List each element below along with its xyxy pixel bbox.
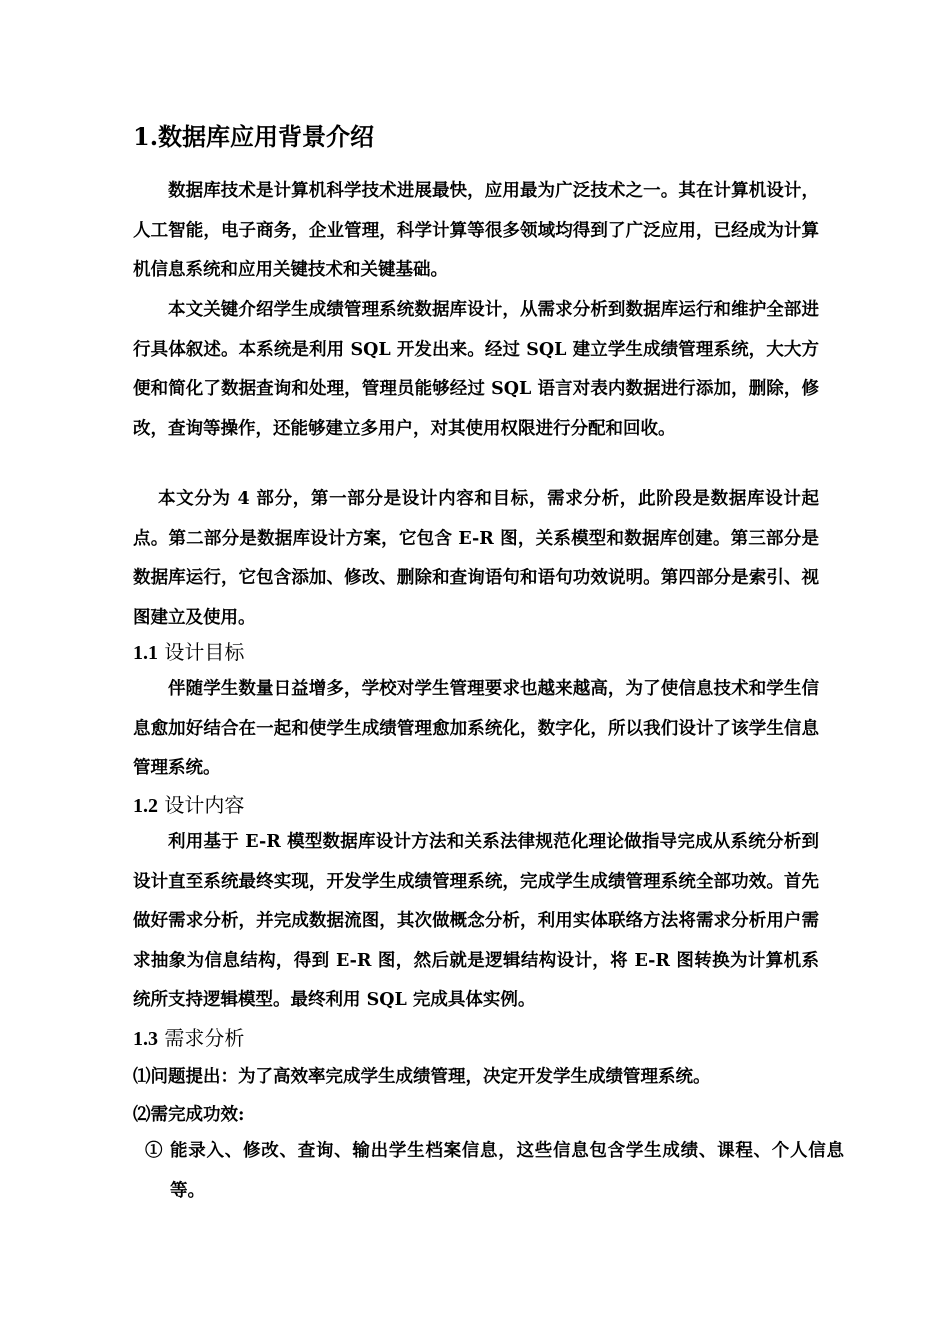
paragraph-1-2: 利用基于 E-R 模型数据库设计方法和关系法律规范化理论做指导完成从系统分析到设计直至系统最终实现，开发学生成绩管理系统，完成学生成绩管理系统全部功效。首先做好需求分析，并完成数据流图，其次做概念分析，利用实体联络方法将需求分析用户需求抽象为信息结构，得到 E-R 图，然后就是逻辑结构设计，将 E-R 图转换为计算机系统所支持逻辑模型。最终利用 SQL 完成具体实例。 xyxy=(133,832,819,1010)
intro-paragraph-1: 数据库技术是计算机科学技术进展最快，应用最为广泛技术之一。其在计算机设计，人工智能，电子商务，企业管理，科学计算等很多领域均得到了广泛应用，已经成为计算机信息系统和应用关键技术和关键基础。 xyxy=(133,181,819,280)
heading-1-3-text: 需求分析 xyxy=(158,1026,245,1050)
paragraph-1-1: 伴随学生数量日益增多，学校对学生管理要求也越来越高，为了使信息技术和学生信息愈加好结合在一起和使学生成绩管理愈加系统化，数字化，所以我们设计了该学生信息管理系统。 xyxy=(133,679,819,778)
list-item-2: ⑵需完成功效: xyxy=(133,1105,245,1125)
heading-1-2-text: 设计内容 xyxy=(158,793,245,817)
section-title: 1.数据库应用背景介绍 xyxy=(133,122,375,151)
heading-1-1-text: 设计目标 xyxy=(158,640,245,664)
heading-1-3-number: 1.3 xyxy=(133,1028,158,1050)
heading-1-1 xyxy=(133,636,244,669)
heading-1-3 xyxy=(133,1022,244,1055)
heading-1-1-number: 1.1 xyxy=(133,642,158,664)
list-item-1: ⑴问题提出：为了高效率完成学生成绩管理，决定开发学生成绩管理系统。 xyxy=(133,1067,711,1087)
intro-paragraph-2: 本文关键介绍学生成绩管理系统数据库设计，从需求分析到数据库运行和维护全部进行具体叙述。本系统是利用 SQL 开发出来。经过 SQL 建立学生成绩管理系统，大大方便和简化了数据查询和处理，管理员能够经过 SQL 语言对表内数据进行添加，删除，修改，查询等操作，还能够建立多用户，对其使用权限进行分配和回收。 xyxy=(133,300,819,439)
sub-list-item-1: ① 能录入、修改、查询、输出学生档案信息，这些信息包含学生成绩、课程、个人信息等。 xyxy=(145,1141,844,1201)
heading-1-2 xyxy=(133,789,244,822)
intro-paragraph-3: 本文分为 4 部分，第一部分是设计内容和目标，需求分析，此阶段是数据库设计起点。第二部分是数据库设计方案，它包含 E-R 图，关系模型和数据库创建。第三部分是数据库运行，它包含添加、修改、删除和查询语句和语句功效说明。第四部分是索引、视图建立及使用。 xyxy=(133,489,819,628)
heading-1-2-number: 1.2 xyxy=(133,795,158,817)
